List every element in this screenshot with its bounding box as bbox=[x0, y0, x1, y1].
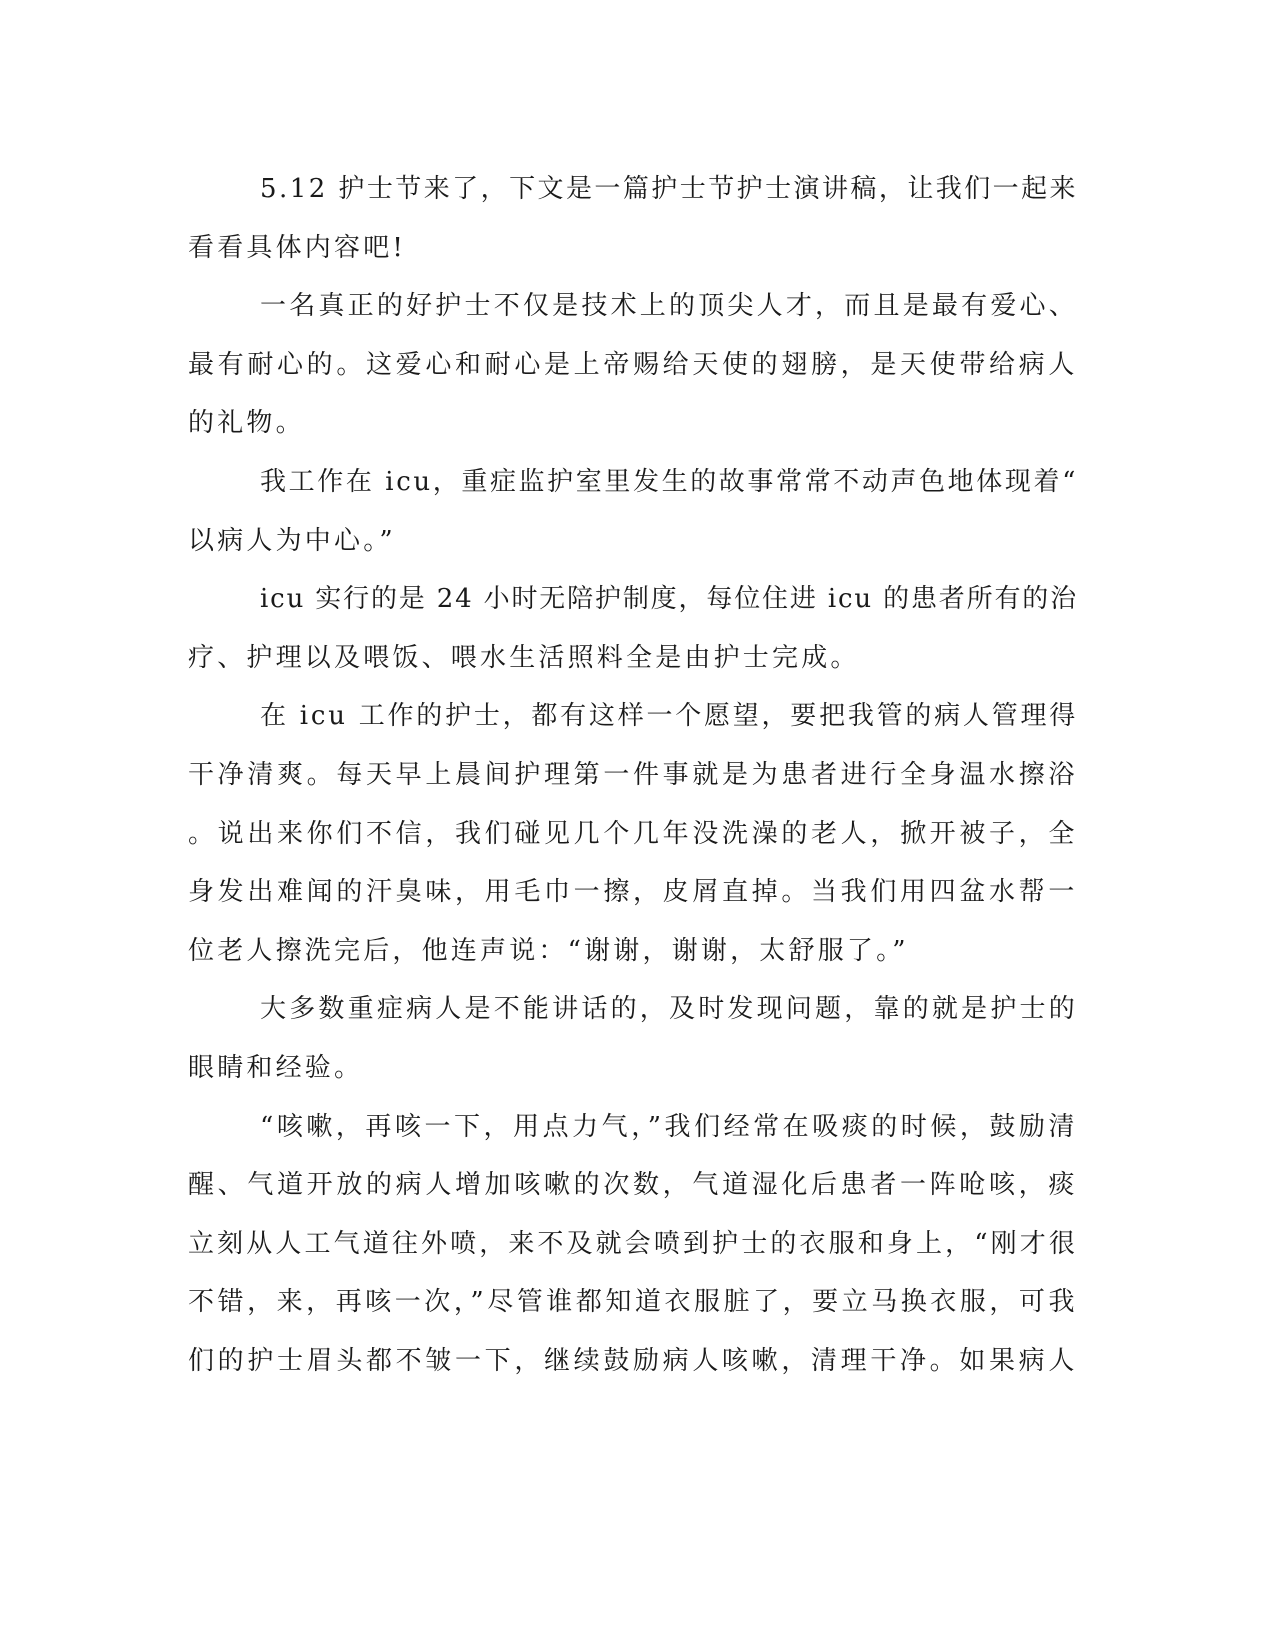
text-line: 一名真正的好护士不仅是技术上的顶尖人才，而且是最有爱心、 bbox=[260, 291, 1078, 322]
document-body bbox=[188, 160, 1078, 1390]
text-line: 醒、气道开放的病人增加咳嗽的次数，气道湿化后患者一阵呛咳，痰 bbox=[188, 1170, 1078, 1201]
text-line: 在 icu 工作的护士，都有这样一个愿望，要把我管的病人管理得 bbox=[260, 701, 1078, 732]
text-line: 干净清爽。每天早上晨间护理第一件事就是为患者进行全身温水擦浴 bbox=[188, 759, 1078, 790]
text-line: 看看具体内容吧! bbox=[188, 232, 407, 263]
text-line: 们的护士眉头都不皱一下，继续鼓励病人咳嗽，清理干净。如果病人 bbox=[188, 1345, 1078, 1376]
text-line: 眼睛和经验。 bbox=[188, 1052, 364, 1083]
text-line: 疗、护理以及喂饭、喂水生活照料全是由护士完成。 bbox=[188, 642, 860, 673]
text-line: 最有耐心的。这爱心和耐心是上帝赐给天使的翅膀，是天使带给病人 bbox=[188, 349, 1078, 380]
text-line: 我工作在 icu，重症监护室里发生的故事常常不动声色地体现着“ bbox=[260, 466, 1078, 497]
text-line: 立刻从人工气道往外喷，来不及就会喷到护士的衣服和身上，“刚才很 bbox=[188, 1228, 1078, 1259]
text-line: “咳嗽，再咳一下，用点力气，”我们经常在吸痰的时候，鼓励清 bbox=[260, 1111, 1078, 1142]
text-line: icu 实行的是 24 小时无陪护制度，每位住进 icu 的患者所有的治 bbox=[260, 584, 1078, 615]
text-line: 大多数重症病人是不能讲话的，及时发现问题，靠的就是护士的 bbox=[260, 994, 1078, 1025]
text-line: 。说出来你们不信，我们碰见几个几年没洗澡的老人，掀开被子，全 bbox=[188, 818, 1078, 849]
text-line: 以病人为中心。” bbox=[188, 525, 396, 556]
text-line: 位老人擦洗完后，他连声说：“谢谢，谢谢，太舒服了。” bbox=[188, 935, 909, 966]
text-line: 的礼物。 bbox=[188, 408, 305, 439]
text-line: 不错，来，再咳一次，”尽管谁都知道衣服脏了，要立马换衣服，可我 bbox=[188, 1287, 1078, 1318]
text-line: 身发出难闻的汗臭味，用毛巾一擦，皮屑直掉。当我们用四盆水帮一 bbox=[188, 877, 1078, 908]
text-line: 5.12 护士节来了，下文是一篇护士节护士演讲稿，让我们一起来 bbox=[260, 174, 1078, 204]
